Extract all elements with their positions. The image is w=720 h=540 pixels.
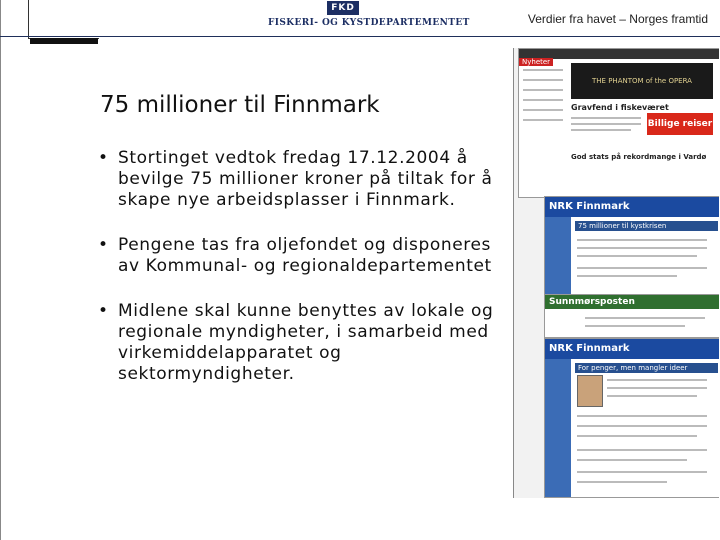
news-screenshot xyxy=(544,294,719,338)
text-line xyxy=(607,379,707,381)
news-headline: For penger, men mangler ideer xyxy=(575,363,718,373)
bullet-item xyxy=(96,301,516,385)
corner-mark xyxy=(30,38,98,44)
ministry-name: FISKERI- OG KYSTDEPARTEMENTET xyxy=(268,18,470,28)
slide-border-left xyxy=(0,0,1,540)
bullet-item xyxy=(96,235,516,277)
bullet-text: Stortinget vedtok fredag 17.12.2004 å bevilge 75 millioner kroner på tiltak for å skape nye arbeidsplasser i Finnmark. xyxy=(118,148,493,210)
text-line xyxy=(577,459,687,461)
text-line xyxy=(577,435,697,437)
travel-ad: Billige reiser xyxy=(647,113,713,135)
text-line xyxy=(577,415,707,417)
text-line xyxy=(607,395,697,397)
bullet-item xyxy=(96,148,516,211)
nrk-header: NRK Finnmark xyxy=(545,339,719,359)
nrk-header: NRK Finnmark xyxy=(545,197,719,217)
nav-sidebar xyxy=(545,359,571,498)
text-line xyxy=(577,471,707,473)
header-rule xyxy=(0,36,720,37)
news-headline: 75 millioner til kystkrisen xyxy=(575,221,718,231)
text-line xyxy=(571,117,641,119)
banner-ad: THE PHANTOM of the OPERA xyxy=(571,63,713,99)
sunnmorsposten-header: Sunnmørsposten xyxy=(545,295,719,309)
bullet-icon: • xyxy=(98,235,109,255)
bullet-icon: • xyxy=(98,148,109,168)
corner-decoration xyxy=(28,0,99,39)
text-line xyxy=(523,79,563,81)
text-line xyxy=(523,89,563,91)
news-screenshot xyxy=(544,338,719,498)
text-line xyxy=(585,317,705,319)
bullet-text: Midlene skal kunne benyttes av lokale og regionale myndigheter, i samarbeid med virkemiddelapparatet og sektormyndigheter. xyxy=(118,301,494,384)
news-screenshots xyxy=(513,48,719,498)
text-line xyxy=(523,69,563,71)
news-topbar: Nyheter xyxy=(519,49,719,59)
text-line xyxy=(523,99,563,101)
text-line xyxy=(577,247,707,249)
news-headline: God stats på rekordmange i Vardø xyxy=(571,153,707,161)
text-line xyxy=(577,481,667,483)
news-screenshot xyxy=(544,196,719,296)
text-line xyxy=(577,425,707,427)
bullet-icon: • xyxy=(98,301,109,321)
text-line xyxy=(571,123,641,125)
text-line xyxy=(577,239,707,241)
text-line xyxy=(577,255,697,257)
slogan: Verdier fra havet – Norges framtid xyxy=(527,12,708,26)
text-line xyxy=(585,325,685,327)
fkd-logo: FKD xyxy=(327,1,359,15)
portrait-photo xyxy=(577,375,603,407)
news-headline: Gravfend i fiskeværet xyxy=(571,103,669,112)
text-line xyxy=(577,449,707,451)
bullet-text: Pengene tas fra oljefondet og disponeres av Kommunal- og regionaldepartementet xyxy=(118,235,492,276)
text-line xyxy=(571,129,631,131)
text-line xyxy=(577,267,707,269)
bullet-list xyxy=(96,148,516,409)
slide-title: 75 millioner til Finnmark xyxy=(100,92,380,118)
text-line xyxy=(577,275,677,277)
text-line xyxy=(607,387,707,389)
text-line xyxy=(523,119,563,121)
text-line xyxy=(523,109,563,111)
news-screenshot xyxy=(518,48,719,198)
nav-sidebar xyxy=(545,217,571,296)
